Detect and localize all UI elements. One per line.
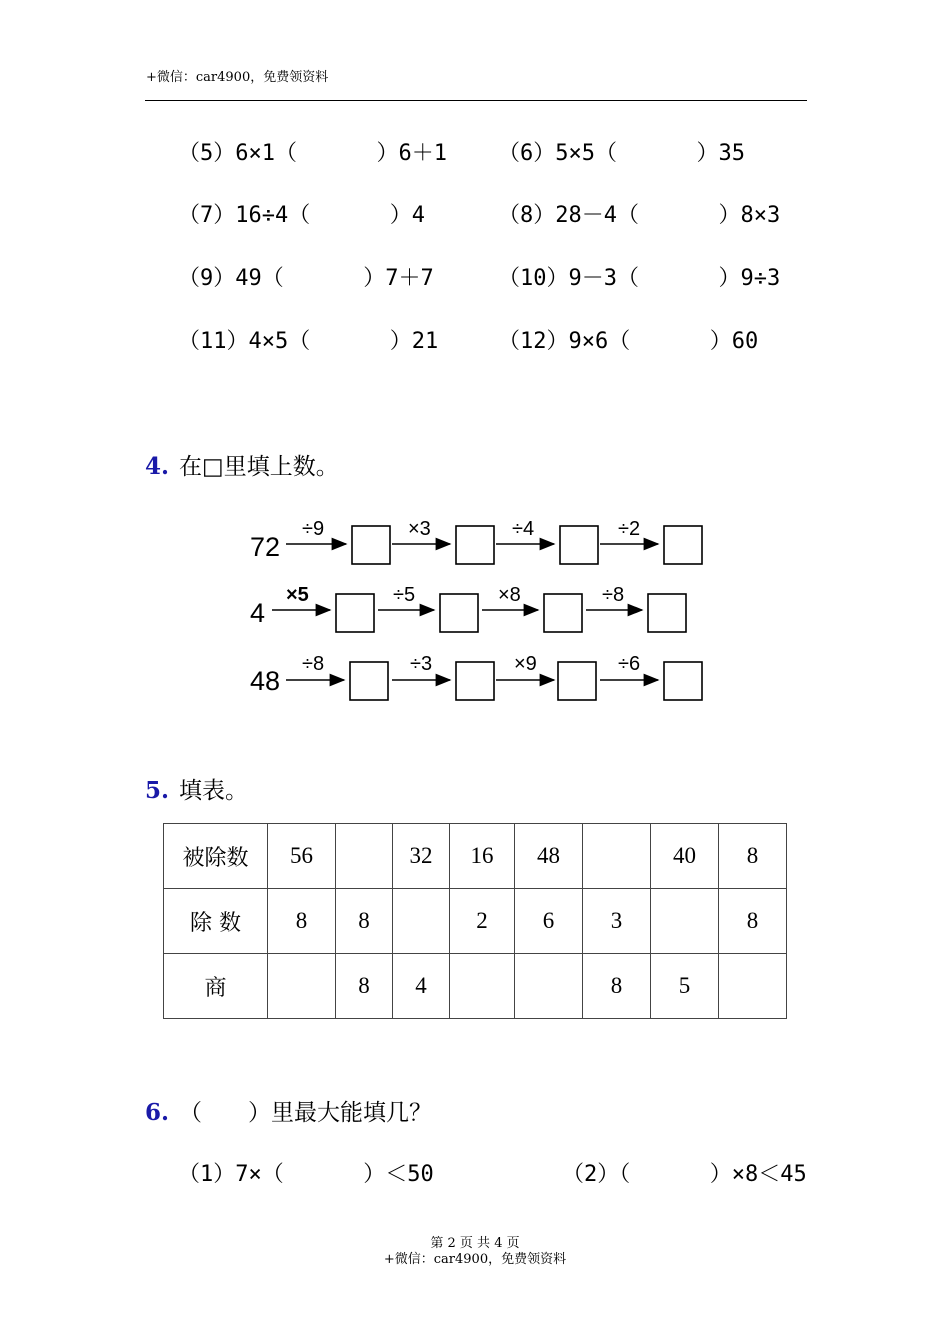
chain-op: ÷8 [302, 653, 325, 675]
table-row [164, 889, 787, 954]
answer-box [558, 662, 596, 700]
table-row [164, 824, 787, 889]
table-cell [719, 954, 787, 1019]
section-title: 填表。 [179, 778, 249, 804]
table-cell [336, 824, 393, 889]
table-cell: 8 [336, 954, 393, 1019]
comparison-item: （8）28－4（ ）8×3 [498, 203, 781, 228]
section-number: 5. [145, 777, 170, 804]
chain-op: ÷3 [410, 653, 433, 675]
question-item: （2）（ ）×8＜45 [562, 1162, 807, 1187]
chain-op: ×5 [286, 584, 309, 606]
question-item: （1）7×（ ）＜50 [178, 1162, 434, 1187]
table-cell: 8 [719, 889, 787, 954]
comparison-item: （12）9×6（ ）60 [498, 329, 759, 354]
page-number: 第 2 页 共 4 页 [430, 1236, 520, 1251]
chain-op: ×3 [408, 518, 431, 540]
comparison-item: （11）4×5（ ）21 [178, 329, 439, 354]
chain-op: ÷4 [512, 518, 535, 540]
comparison-item: （5）6×1（ ）6＋1 [178, 141, 447, 166]
table-cell [393, 889, 450, 954]
row-label: 除 数 [164, 889, 268, 954]
answer-box [336, 594, 374, 632]
table-row [164, 954, 787, 1019]
answer-box [648, 594, 686, 632]
table-cell: 3 [583, 889, 651, 954]
comparison-item: （9）49（ ）7＋7 [178, 266, 434, 291]
division-table [163, 823, 787, 1019]
section-title: （ ）里最大能填几？ [179, 1100, 433, 1126]
table-cell: 6 [515, 889, 583, 954]
comparison-item: （6）5×5（ ）35 [498, 141, 745, 166]
header-watermark: +微信：car4900，免费领资料 [146, 70, 329, 85]
chain-op: ×9 [514, 653, 537, 675]
chain-op: ×8 [498, 584, 521, 606]
table-cell: 40 [651, 824, 719, 889]
footer-watermark: +微信：car4900，免费领资料 [383, 1252, 567, 1267]
table-cell: 8 [336, 889, 393, 954]
table-cell: 16 [450, 824, 515, 889]
table-cell [651, 889, 719, 954]
section-6-heading [145, 1094, 432, 1127]
table-cell: 8 [719, 824, 787, 889]
row-label: 商 [164, 954, 268, 1019]
chain-op: ÷5 [393, 584, 416, 606]
answer-box [352, 526, 390, 564]
table-cell: 56 [268, 824, 336, 889]
section-number: 4. [145, 453, 170, 480]
table-cell: 2 [450, 889, 515, 954]
section-4-heading [145, 448, 339, 481]
answer-box [664, 662, 702, 700]
answer-box [440, 594, 478, 632]
section-5-heading [145, 772, 248, 805]
operation-chains [238, 508, 718, 708]
table-cell [583, 824, 651, 889]
chain-op: ÷2 [618, 518, 641, 540]
chain-start: 48 [250, 666, 281, 696]
table-cell: 4 [393, 954, 450, 1019]
chain-row [250, 518, 702, 564]
table-cell [515, 954, 583, 1019]
table-cell: 32 [393, 824, 450, 889]
answer-box [456, 662, 494, 700]
table-cell [450, 954, 515, 1019]
chain-op: ÷6 [618, 653, 641, 675]
chain-start: 4 [250, 598, 266, 628]
chain-row [250, 653, 702, 700]
answer-box [350, 662, 388, 700]
table-cell [268, 954, 336, 1019]
section-number: 6. [145, 1099, 170, 1126]
header-divider [145, 100, 807, 101]
comparison-item: （7）16÷4（ ）4 [178, 203, 425, 228]
table-cell: 8 [268, 889, 336, 954]
answer-box [544, 594, 582, 632]
answer-box [560, 526, 598, 564]
chain-op: ÷9 [302, 518, 325, 540]
table-cell: 48 [515, 824, 583, 889]
answer-box [456, 526, 494, 564]
section-title: 在□里填上数。 [179, 454, 339, 480]
comparison-item: （10）9－3（ ）9÷3 [498, 266, 781, 291]
chain-row [250, 584, 686, 632]
answer-box [664, 526, 702, 564]
chain-op: ÷8 [602, 584, 625, 606]
chain-start: 72 [250, 532, 281, 562]
table-cell: 8 [583, 954, 651, 1019]
table-cell: 5 [651, 954, 719, 1019]
row-label: 被除数 [164, 824, 268, 889]
